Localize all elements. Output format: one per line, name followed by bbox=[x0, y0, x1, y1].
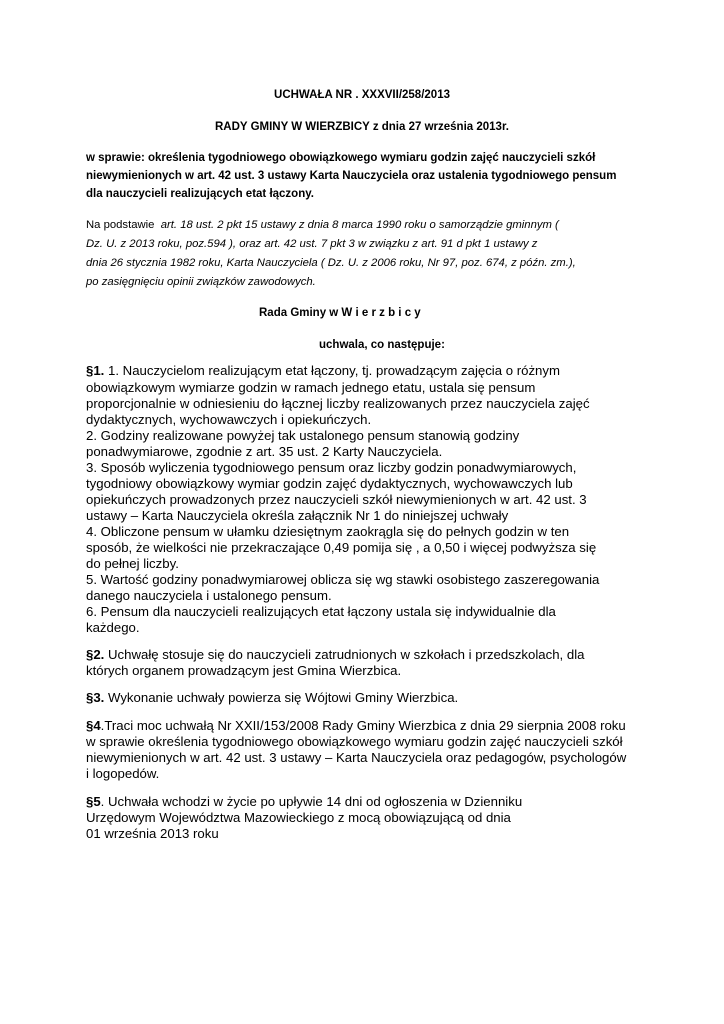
section-1-line-6: ponadwymiarowe, zgodnie z art. 35 ust. 2 Karty Nauczyciela. bbox=[86, 444, 443, 459]
section-1-line-1 bbox=[86, 363, 560, 378]
section-1-line-4: dydaktycznych, wychowawczych i opiekuńczych. bbox=[86, 412, 372, 427]
legal-basis-line-4: po zasięgnięciu opinii związków zawodowych. bbox=[86, 276, 316, 288]
resolves-heading: uchwala, co następuje: bbox=[319, 339, 445, 351]
council-name: Rada Gminy w W i e r z b i c y bbox=[259, 307, 421, 319]
legal-basis-lead: Na podstawie bbox=[86, 219, 155, 231]
section-5-mark: §5 bbox=[86, 794, 101, 809]
section-1-line-3: proporcjonalnie w odniesieniu do łącznej liczby realizowanych przez nauczyciela zajęć bbox=[86, 396, 590, 411]
subject-line-1: w sprawie: określenia tygodniowego obowiązkowego wymiaru godzin zajęć nauczycieli szkół bbox=[86, 152, 596, 164]
subject-line-2: niewymienionych w art. 42 ust. 3 ustawy Karta Nauczyciela oraz ustalenia tygodniowego pensum bbox=[86, 170, 617, 182]
legal-basis-line-1 bbox=[86, 219, 559, 231]
section-5-line-2: Urzędowym Województwa Mazowieckiego z mocą obowiązującą od dnia bbox=[86, 810, 511, 825]
section-1-line-10: ustawy – Karta Nauczyciela określa załącznik Nr 1 do niniejszej uchwały bbox=[86, 508, 509, 523]
council-and-date: RADY GMINY W WIERZBICY z dnia 27 września 2013r. bbox=[215, 121, 509, 133]
section-1-line-17: każdego. bbox=[86, 620, 140, 635]
resolution-title: UCHWAŁA NR . XXXVII/258/2013 bbox=[274, 89, 450, 101]
section-1-mark: §1. bbox=[86, 363, 105, 378]
section-1-line-9: opiekuńczych prowadzonych przez nauczycieli szkół niewymienionych w art. 42 ust. 3 bbox=[86, 492, 587, 507]
section-4-line-1 bbox=[86, 718, 626, 733]
section-2-line-1 bbox=[86, 647, 584, 662]
section-3-text-1: Wykonanie uchwały powierza się Wójtowi Gminy Wierzbica. bbox=[104, 690, 459, 705]
section-1-line-15: danego nauczyciela i ustalonego pensum. bbox=[86, 588, 332, 603]
section-4-line-4: i logopedów. bbox=[86, 766, 160, 781]
section-1-text-1: 1. Nauczycielom realizującym etat łączony, tj. prowadzącym zajęcia o różnym bbox=[104, 363, 560, 378]
section-1-line-5: 2. Godziny realizowane powyżej tak ustalonego pensum stanowią godziny bbox=[86, 428, 520, 443]
section-1-line-14: 5. Wartość godziny ponadwymiarowej oblicza się wg stawki osobistego zaszeregowania bbox=[86, 572, 600, 587]
section-4-mark: §4 bbox=[86, 718, 101, 733]
section-3-mark: §3. bbox=[86, 690, 105, 705]
section-1-line-12: sposób, że wielkości nie przekraczające 0,49 pomija się , a 0,50 i więcej podwyższa się bbox=[86, 540, 597, 555]
section-1-line-2: obowiązkowym wymiarze godzin w ramach jednego etatu, ustala się pensum bbox=[86, 380, 536, 395]
section-4-text-1: .Traci moc uchwałą Nr XXII/153/2008 Rady Gminy Wierzbica z dnia 29 sierpnia 2008 roku bbox=[100, 718, 626, 733]
section-1-line-7: 3. Sposób wyliczenia tygodniowego pensum oraz liczby godzin ponadwymiarowych, bbox=[86, 460, 577, 475]
section-1-line-13: do pełnej liczby. bbox=[86, 556, 179, 571]
section-4-line-2: w sprawie określenia tygodniowego obowiązkowego wymiaru godzin zajęć nauczycieli szkół bbox=[86, 734, 623, 749]
legal-basis-citation: art. 18 ust. 2 pkt 15 ustawy z dnia 8 marca 1990 roku o samorządzie gminnym ( bbox=[160, 219, 559, 231]
section-5-line-3: 01 września 2013 roku bbox=[86, 826, 219, 841]
legal-basis-line-2: Dz. U. z 2013 roku, poz.594 ), oraz art. 42 ust. 7 pkt 3 w związku z art. 91 d pkt 1 ustawy z bbox=[86, 238, 538, 250]
section-1-line-16: 6. Pensum dla nauczycieli realizujących etat łączony ustala się indywidualnie dla bbox=[86, 604, 556, 619]
section-5-line-1 bbox=[86, 794, 522, 809]
section-3-line-1 bbox=[86, 690, 458, 705]
subject-line-3: dla nauczycieli realizujących etat łączony. bbox=[86, 188, 314, 200]
section-1-line-11: 4. Obliczone pensum w ułamku dziesiętnym zaokrągla się do pełnych godzin w ten bbox=[86, 524, 570, 539]
section-2-text-1: Uchwałę stosuje się do nauczycieli zatrudnionych w szkołach i przedszkolach, dla bbox=[104, 647, 585, 662]
legal-basis-line-3: dnia 26 stycznia 1982 roku, Karta Nauczyciela ( Dz. U. z 2006 roku, Nr 97, poz. 674, z późn. zm.), bbox=[86, 257, 576, 269]
section-5-text-1: . Uchwała wchodzi w życie po upływie 14 dni od ogłoszenia w Dzienniku bbox=[100, 794, 523, 809]
section-1-line-8: tygodniowy obowiązkowy wymiar godzin zajęć dydaktycznych, wychowawczych lub bbox=[86, 476, 573, 491]
section-2-line-2: których organem prowadzącym jest Gmina Wierzbica. bbox=[86, 663, 402, 678]
section-2-mark: §2. bbox=[86, 647, 105, 662]
section-4-line-3: niewymienionych w art. 42 ust. 3 ustawy – Karta Nauczyciela oraz pedagogów, psychologów bbox=[86, 750, 627, 765]
